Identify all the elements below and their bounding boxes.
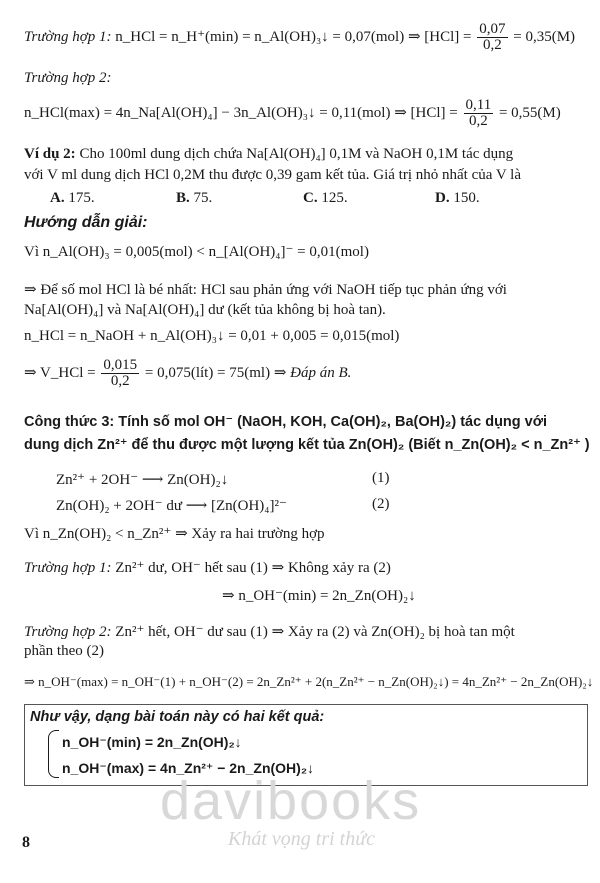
formula3-case1 xyxy=(24,558,391,577)
solution-v-num: 0,015 xyxy=(103,357,138,373)
formula3-case2-text2: phần theo (2) xyxy=(24,643,104,659)
choice-b-key: B. xyxy=(176,190,190,206)
choice-c-val: 125. xyxy=(317,190,348,206)
formula3-title2: dung dịch Zn²⁺ để thu được một lượng kết tủa Zn(OH)₂ (Biết n_Zn(OH)₂ < n_Zn²⁺ ) xyxy=(24,437,590,453)
choice-b xyxy=(176,190,212,207)
reaction-2: Zn(OH)₂ + 2OH⁻ dư ⟶ [Zn(OH)₄]²⁻ xyxy=(56,498,287,514)
case1-result: = 0,35(M) xyxy=(513,28,576,45)
example2-label: Ví dụ 2: xyxy=(24,146,76,162)
case2-num: 0,11 xyxy=(465,97,492,113)
solution-heading: Hướng dẫn giải: xyxy=(24,214,148,231)
watermark-logo: davibooks xyxy=(160,771,422,831)
watermark-slogan: Khát vọng tri thức xyxy=(228,828,376,850)
solution-line5 xyxy=(24,358,351,389)
formula3-case2 xyxy=(24,622,515,641)
solution-line2: ⇒ Để số mol HCl là bé nhất: HCl sau phản ứng với NaOH tiếp tục phản ứng với xyxy=(24,282,507,298)
case1-label: Trường hợp 1: xyxy=(24,28,112,45)
choice-a-val: 175. xyxy=(64,190,95,206)
reaction-1: Zn²⁺ + 2OH⁻ ⟶ Zn(OH)₂↓ xyxy=(56,472,229,488)
page-number: 8 xyxy=(22,834,30,851)
example2-line1 xyxy=(24,146,513,163)
summary-brace xyxy=(48,730,59,778)
case1-equation: n_HCl = n_H⁺(min) = n_Al(OH)₃↓ = 0,07(mol) ⇒ [HCl] = xyxy=(115,28,476,45)
choice-d xyxy=(435,190,480,207)
choice-c xyxy=(303,190,348,207)
formula3-title1: Công thức 3: Tính số mol OH⁻ (NaOH, KOH, Ca(OH)₂, Ba(OH)₂) tác dụng với xyxy=(24,414,548,430)
case2-label: Trường hợp 2: xyxy=(24,70,112,86)
example2-text1: Cho 100ml dung dịch chứa Na[Al(OH)₄] 0,1M và NaOH 0,1M tác dụng xyxy=(75,146,514,162)
case1-line xyxy=(24,22,575,53)
summary-result-min: n_OH⁻(min) = 2n_Zn(OH)₂↓ xyxy=(62,734,242,750)
formula3-case1-label: Trường hợp 1: xyxy=(24,560,112,576)
reaction-1-number: (1) xyxy=(372,470,390,486)
formula3-case1-result: ⇒ n_OH⁻(min) = 2n_Zn(OH)₂↓ xyxy=(222,588,416,604)
formula3-case2-label: Trường hợp 2: xyxy=(24,624,112,640)
case1-fraction xyxy=(477,22,507,53)
case2-fraction xyxy=(464,98,494,129)
choice-c-key: C. xyxy=(303,190,318,206)
formula3-case1-text: Zn²⁺ dư, OH⁻ hết sau (1) ⇒ Không xảy ra (2) xyxy=(111,560,391,576)
solution-line1: Vì n_Al(OH)₃ = 0,005(mol) < n_[Al(OH)₄]⁻ = 0,01(mol) xyxy=(24,244,369,260)
case2-den: 0,2 xyxy=(468,113,488,129)
solution-line3: Na[Al(OH)₄] và Na[Al(OH)₄] dư (kết tủa không bị hoà tan). xyxy=(24,302,386,318)
summary-title: Như vậy, dạng bài toán này có hai kết quả: xyxy=(30,709,325,725)
formula3-case2-text1: Zn²⁺ hết, OH⁻ dư sau (1) ⇒ Xảy ra (2) và Zn(OH)₂ bị hoà tan một xyxy=(111,624,515,640)
choice-d-val: 150. xyxy=(449,190,480,206)
solution-v-fraction xyxy=(101,358,139,389)
solution-answer: Đáp án B. xyxy=(290,364,352,381)
formula3-since: Vì n_Zn(OH)₂ < n_Zn²⁺ ⇒ Xảy ra hai trường hợp xyxy=(24,526,325,542)
case2-line xyxy=(24,98,561,129)
reaction-2-number: (2) xyxy=(372,496,390,512)
example2-text2: với V ml dung dịch HCl 0,2M thu được 0,39 gam kết tủa. Giá trị nhỏ nhất của V là xyxy=(24,167,521,183)
solution-v-post: = 0,075(lít) = 75(ml) ⇒ xyxy=(144,364,291,381)
case2-equation: n_HCl(max) = 4n_Na[Al(OH)₄] − 3n_Al(OH)₃↓ = 0,11(mol) ⇒ [HCl] = xyxy=(24,104,462,121)
summary-result-max: n_OH⁻(max) = 4n_Zn²⁺ − 2n_Zn(OH)₂↓ xyxy=(62,760,315,776)
solution-v-prefix: ⇒ V_HCl = xyxy=(24,364,100,381)
case1-num: 0,07 xyxy=(479,21,506,37)
solution-line4: n_HCl = n_NaOH + n_Al(OH)₃↓ = 0,01 + 0,005 = 0,015(mol) xyxy=(24,328,400,344)
choice-d-key: D. xyxy=(435,190,450,206)
choice-a xyxy=(50,190,95,207)
choice-a-key: A. xyxy=(50,190,65,206)
solution-v-den: 0,2 xyxy=(110,373,130,389)
case2-result: = 0,55(M) xyxy=(498,104,561,121)
case1-den: 0,2 xyxy=(483,37,502,53)
formula3-case2-result: ⇒ n_OH⁻(max) = n_OH⁻(1) + n_OH⁻(2) = 2n_Zn²⁺ + 2(n_Zn²⁺ − n_Zn(OH)₂↓) = 4n_Zn²⁺ − 2n_Zn(OH)₂↓ xyxy=(24,674,594,689)
choice-b-val: 75. xyxy=(189,190,213,206)
